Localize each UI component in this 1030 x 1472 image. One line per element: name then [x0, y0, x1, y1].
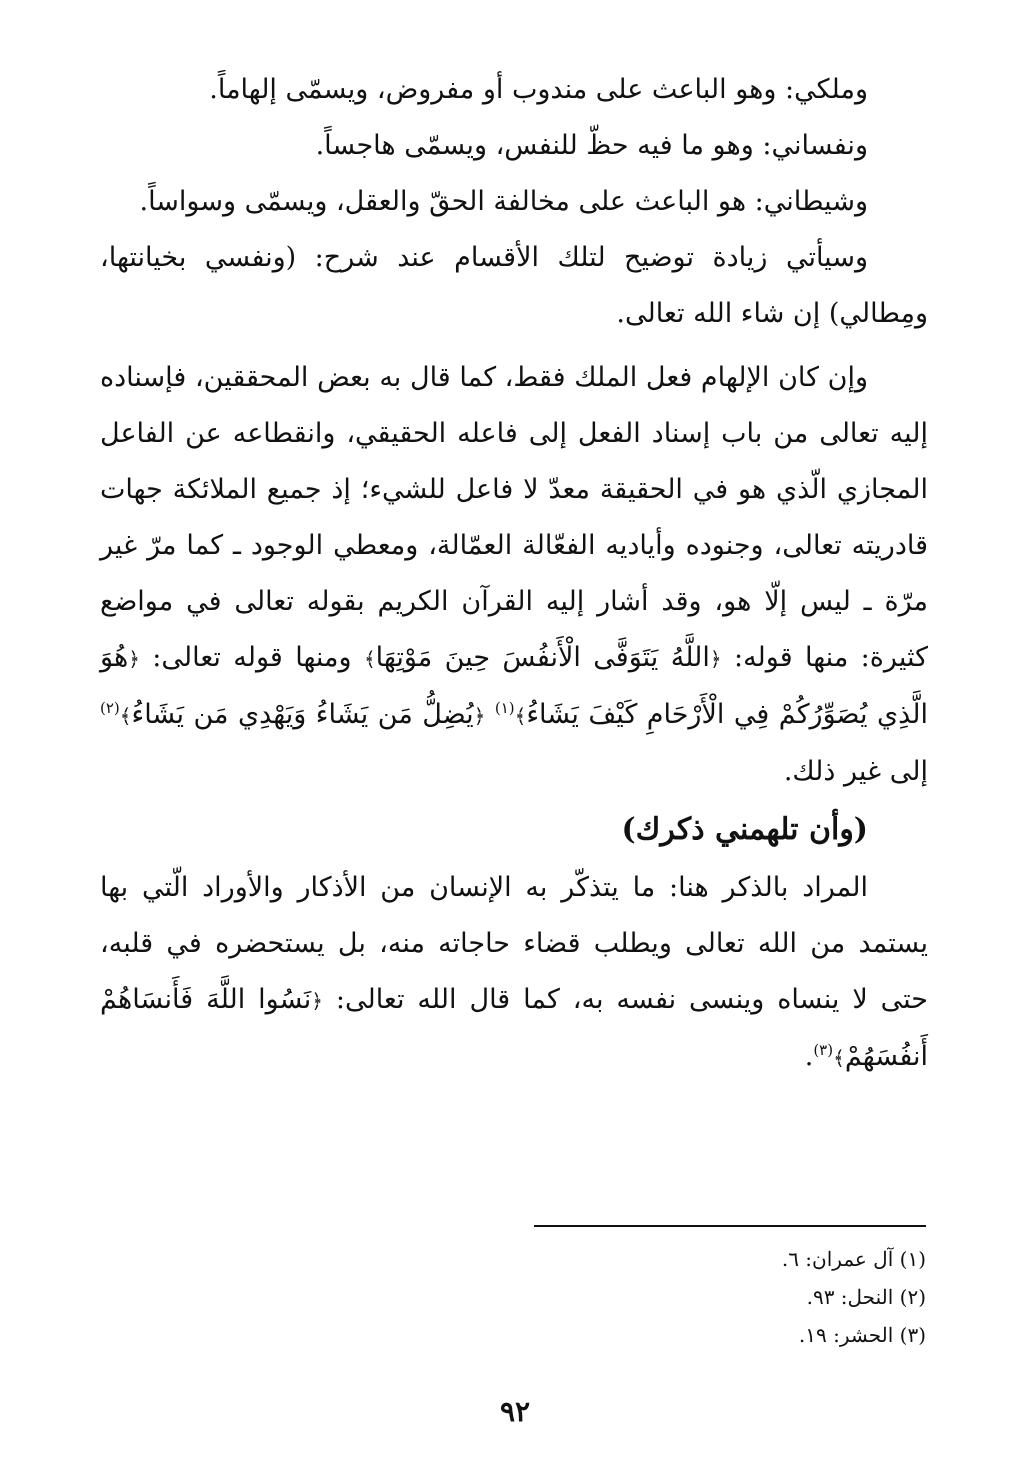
quran-verse-3: يُضِلُّ مَن يَشَاءُ وَيَهْدِي مَن يَشَاءُ: [131, 699, 474, 730]
paragraph-malaki: وملكي: وهو الباعث على مندوب أو مفروض، ويسمّى إلهاماً.: [209, 74, 868, 105]
quran-open-bracket: ﴿: [311, 989, 323, 1013]
ilham-text-1: وإن كان الإلهام فعل الملك فقط، كما قال به بعض المحققين، فإسناده إليه تعالى من باب إسناد الفعل إلى فاعله الحقيقي، وانقطاعه عن الفاعل المجازي الّذي هو في الحقيقة معدّ لا فاعل للشيء؛ إذ جميع الملائكة جهات قادريته تعالى، وجنوده وأياديه الفعّالة العمّالة، ومعطي الوجود ـ كما مرّ غير مرّة ـ ليس إلّا هو، وقد أشار إليه القرآن الكريم بقوله تعالى في مواضع كثيرة: منها قوله:: [100, 362, 928, 673]
quran-open-bracket: ﴿: [128, 647, 140, 671]
paragraph-dhikr: [100, 860, 928, 1086]
footnote-ref-1: (١): [494, 699, 515, 717]
quran-close-bracket: ﴾: [833, 1046, 845, 1070]
main-text: [100, 62, 928, 1086]
footnote-3: (٣) الحشر: ١٩.: [798, 1323, 926, 1347]
quran-verse-4: نَسُوا اللَّهَ فَأَنسَاهُمْ أَنفُسَهُمْ: [100, 984, 928, 1072]
footnote-1: (١) آل عمران: ٦.: [781, 1247, 926, 1271]
paragraph-ilham: [100, 350, 928, 800]
quran-open-bracket: ﴿: [709, 647, 722, 671]
quran-verse-2: هُوَ الَّذِي يُصَوِّرُكُمْ فِي الْأَرْحَامِ كَيْفَ يَشَاءُ: [100, 642, 928, 730]
quran-close-bracket: ﴾: [514, 704, 527, 728]
paragraph-nafsani: ونفساني: وهو ما فيه حظّ للنفس، ويسمّى هاجساً.: [315, 130, 868, 161]
paragraph-siyati: وسيأتي زيادة توضيح لتلك الأقسام عند شرح: (ونفسي بخيانتها، ومِطالي) إن شاء الله تعالى.: [100, 242, 928, 329]
quran-verse-1: اللَّهُ يَتَوَفَّى الْأَنفُسَ حِينَ مَوْتِهَا: [375, 642, 710, 673]
ilham-text-3: إلى غير ذلك.: [783, 756, 928, 787]
footnote-ref-3: (٣): [813, 1041, 834, 1059]
quran-close-bracket: ﴾: [363, 647, 376, 671]
quran-close-bracket: ﴾: [119, 704, 132, 728]
dhikr-end: .: [804, 1041, 814, 1072]
quran-open-bracket: ﴿: [473, 704, 486, 728]
footnote-2: (٢) النحل: ٩٣.: [806, 1285, 926, 1309]
footnotes: [526, 1240, 926, 1354]
footnote-separator: [534, 1225, 926, 1227]
footnote-ref-2: (٢): [100, 699, 120, 717]
section-heading: (وأن تلهمني ذكرك): [621, 812, 868, 847]
ilham-text-2: ومنها قوله تعالى:: [152, 642, 352, 673]
page-number: ٩٢: [499, 1395, 531, 1428]
dhikr-text-1: المراد بالذكر هنا: ما يتذكّر به الإنسان من الأذكار والأوراد الّتي بها يستمد من الله تعالى ويطلب قضاء حاجاته منه، بل يستحضره في قلبه، حتى لا ينساه وينسى نفسه به، كما قال الله تعالى:: [100, 872, 928, 1015]
paragraph-shaytani: وشيطاني: هو الباعث على مخالفة الحقّ والعقل، ويسمّى وسواساً.: [139, 186, 868, 217]
